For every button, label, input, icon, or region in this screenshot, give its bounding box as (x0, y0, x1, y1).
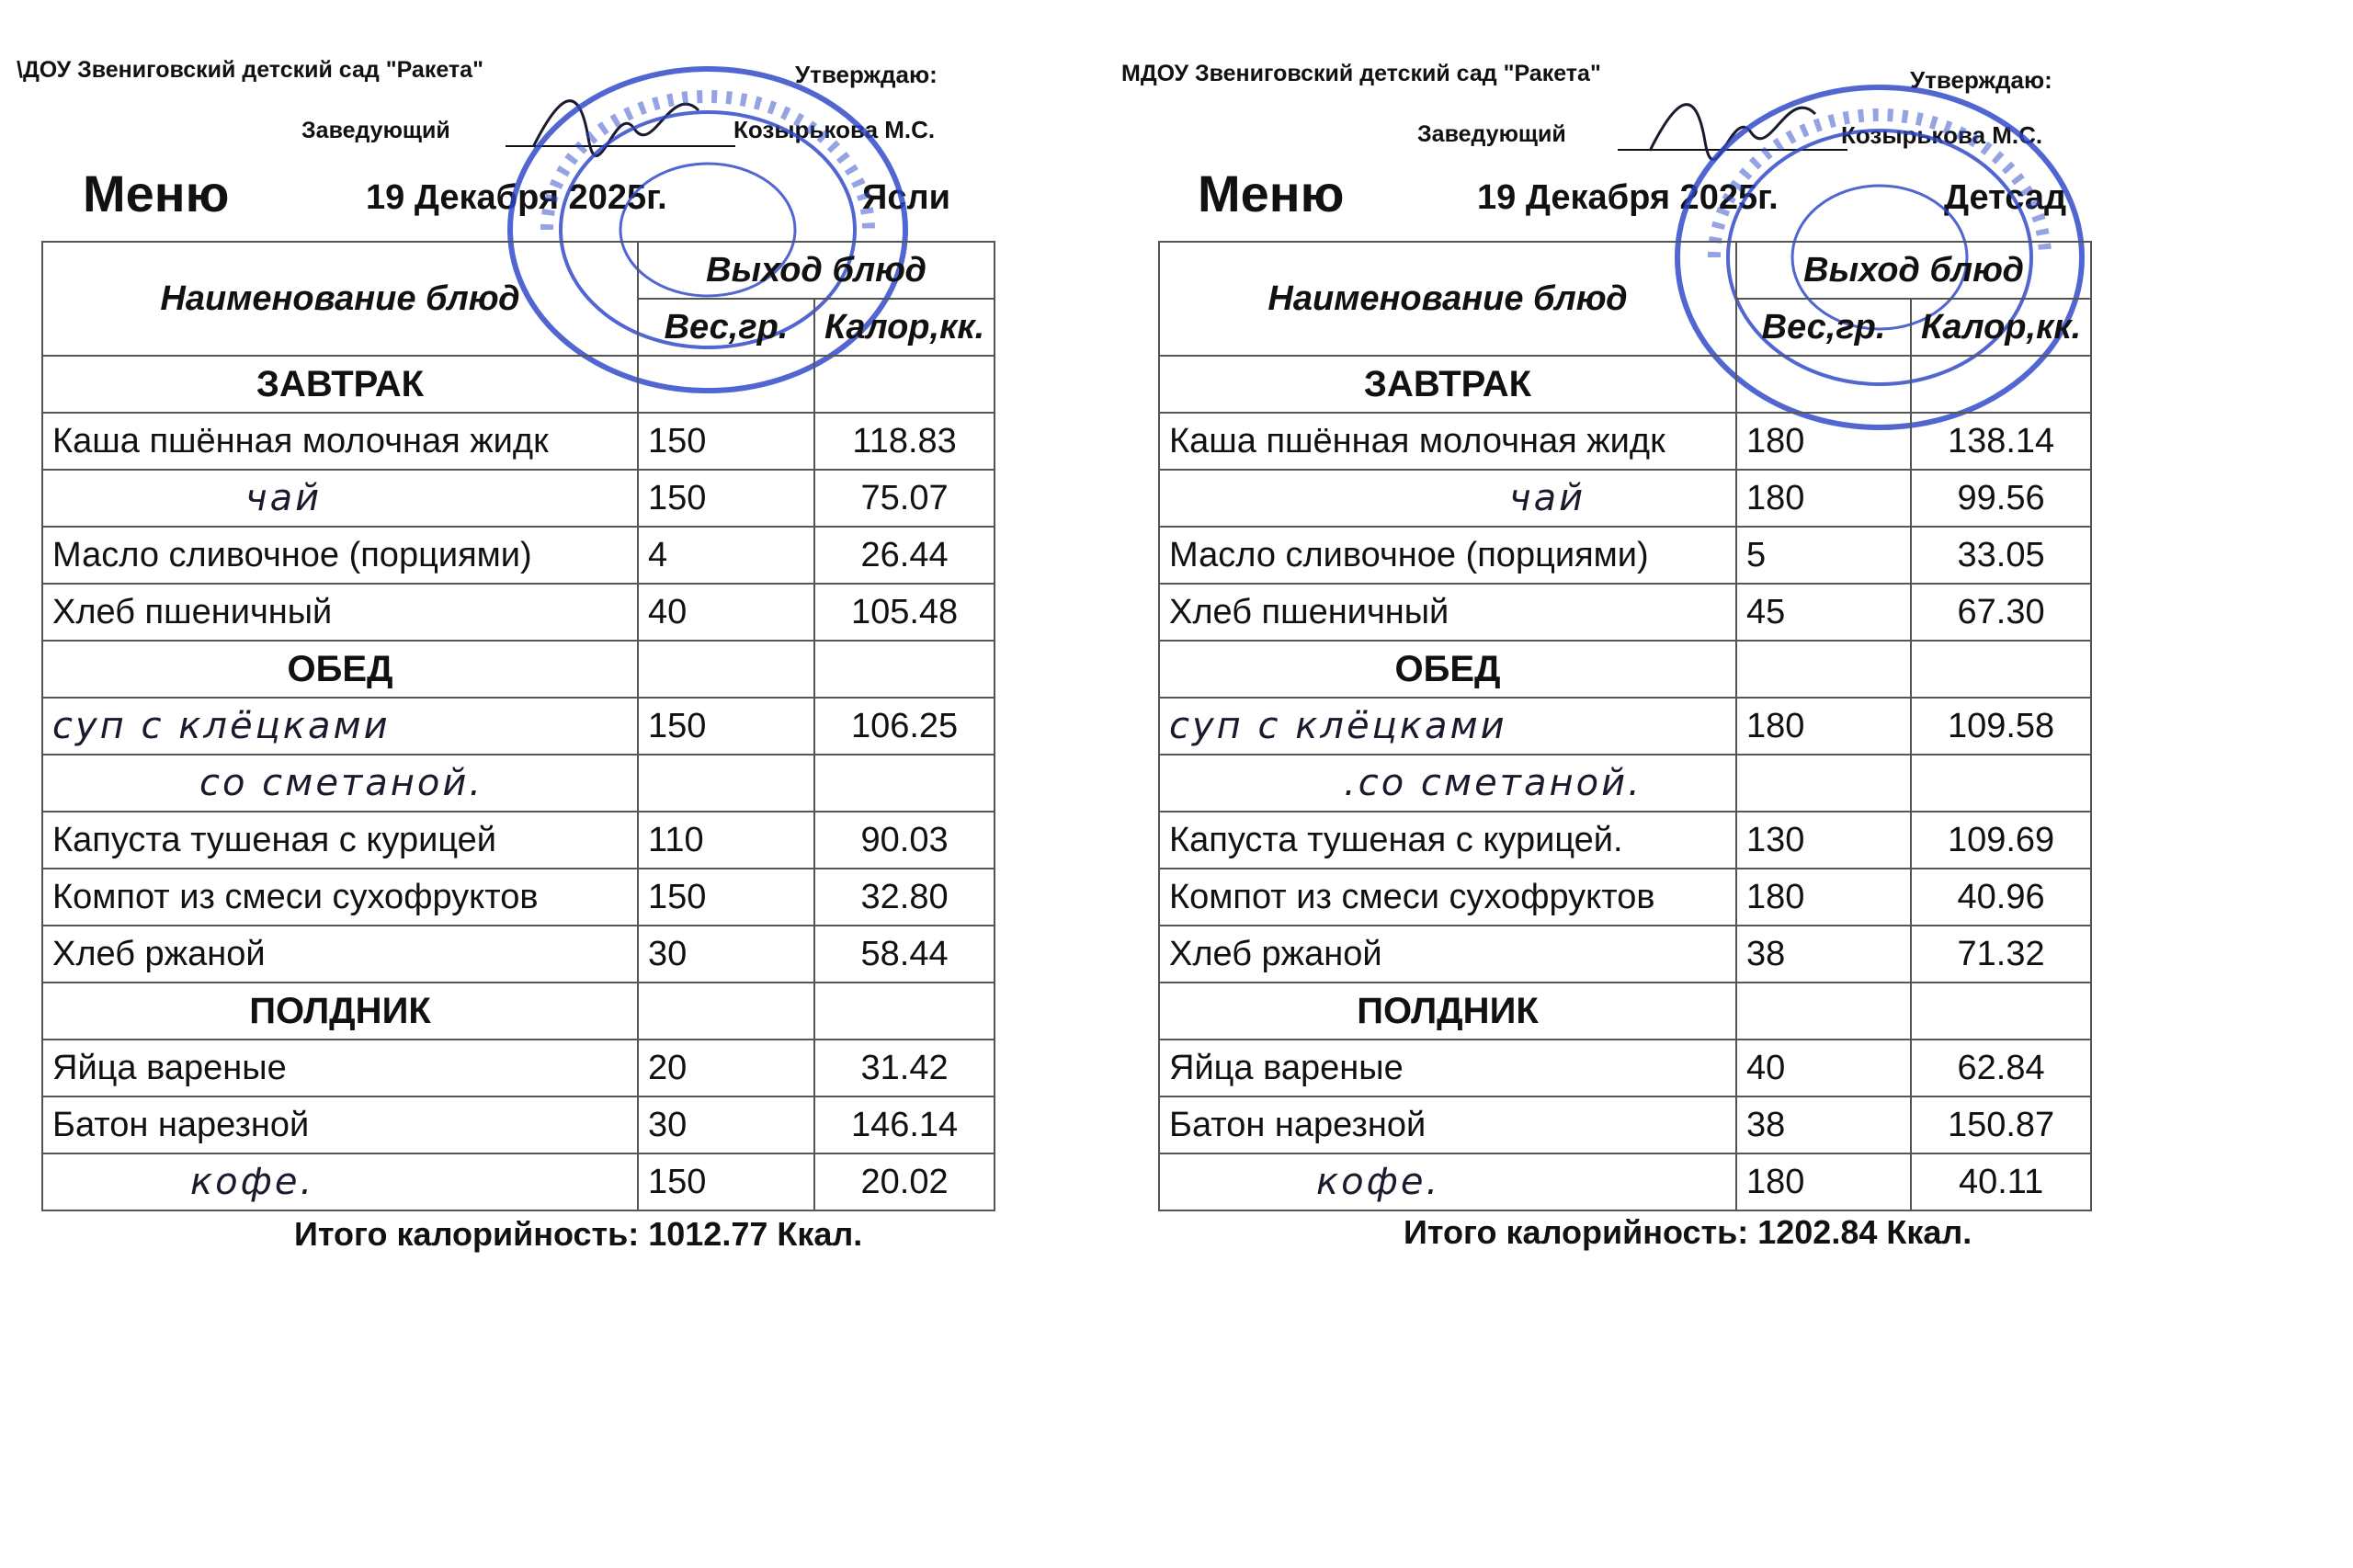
menu-card-kindergarten (1108, 0, 2119, 1287)
section-breakfast: ЗАВТРАК (42, 356, 638, 413)
dish-name: суп с клёцками (42, 698, 638, 755)
approve-label: Утверждаю: (1910, 66, 2052, 94)
section-row (42, 356, 995, 413)
section-row (42, 983, 995, 1040)
dish-kcal: 67.30 (1911, 584, 2091, 641)
header-row (1159, 242, 2091, 299)
dish-weight: 38 (1736, 926, 1911, 983)
table-row (42, 413, 995, 470)
table-row (1159, 584, 2091, 641)
dish-weight (1736, 755, 1911, 812)
dish-kcal: 40.11 (1911, 1153, 2091, 1210)
dish-name: Компот из смеси сухофруктов (42, 869, 638, 926)
dish-weight: 150 (638, 1153, 814, 1210)
menu-title: Меню (83, 165, 230, 222)
section-breakfast: ЗАВТРАК (1159, 356, 1736, 413)
table-row (1159, 755, 2091, 812)
org-name: \ДОУ Звениговский детский сад "Ракета" (17, 57, 483, 83)
dish-name: .со сметаной. (1159, 755, 1736, 812)
dish-weight: 130 (1736, 812, 1911, 869)
dish-name: Батон нарезной (1159, 1096, 1736, 1153)
dish-kcal: 26.44 (814, 527, 995, 584)
dish-kcal: 109.69 (1911, 812, 2091, 869)
total-calories: Итого калорийность: 1012.77 Ккал. (294, 1215, 863, 1253)
section-row (42, 641, 995, 698)
head-name: Козырькова М.С. (1841, 121, 2043, 149)
dish-weight: 38 (1736, 1096, 1911, 1153)
dish-name: Масло сливочное (порциями) (1159, 527, 1736, 584)
dish-name: Хлеб пшеничный (1159, 584, 1736, 641)
dish-kcal: 106.25 (814, 698, 995, 755)
header-row (42, 242, 995, 299)
menu-table (41, 241, 995, 1211)
dish-kcal: 40.96 (1911, 869, 2091, 926)
menu-title: Меню (1198, 165, 1345, 222)
dish-weight: 40 (638, 584, 814, 641)
section-row (1159, 356, 2091, 413)
dish-kcal: 33.05 (1911, 527, 2091, 584)
column-header-output: Выход блюд (638, 242, 995, 299)
dish-name: суп с клёцками (1159, 698, 1736, 755)
head-role: Заведующий (301, 118, 450, 143)
dish-kcal: 150.87 (1911, 1096, 2091, 1153)
dish-name: Хлеб ржаной (42, 926, 638, 983)
dish-weight (638, 755, 814, 812)
table-row (42, 1153, 995, 1210)
dish-weight: 150 (638, 698, 814, 755)
table-row (42, 1040, 995, 1096)
dish-name: чай (1159, 470, 1736, 527)
menu-group: Детсад (1944, 178, 2067, 217)
dish-kcal: 99.56 (1911, 470, 2091, 527)
dish-name: Яйца вареные (1159, 1040, 1736, 1096)
table-row (1159, 527, 2091, 584)
table-row (1159, 1153, 2091, 1210)
section-lunch: ОБЕД (42, 641, 638, 698)
dish-weight: 180 (1736, 1153, 1911, 1210)
dish-weight: 30 (638, 1096, 814, 1153)
dish-kcal: 20.02 (814, 1153, 995, 1210)
dish-kcal: 62.84 (1911, 1040, 2091, 1096)
table-row (42, 1096, 995, 1153)
table-row (1159, 470, 2091, 527)
org-name: МДОУ Звениговский детский сад "Ракета" (1121, 61, 1601, 86)
table-row (42, 755, 995, 812)
column-header-output: Выход блюд (1736, 242, 2091, 299)
dish-weight: 180 (1736, 413, 1911, 470)
dish-name: Компот из смеси сухофруктов (1159, 869, 1736, 926)
table-row (1159, 869, 2091, 926)
dish-weight: 180 (1736, 698, 1911, 755)
dish-kcal: 75.07 (814, 470, 995, 527)
dish-kcal (814, 755, 995, 812)
table-row (1159, 926, 2091, 983)
dish-kcal: 71.32 (1911, 926, 2091, 983)
table-row (1159, 1040, 2091, 1096)
dish-weight: 110 (638, 812, 814, 869)
dish-weight: 180 (1736, 869, 1911, 926)
total-calories: Итого калорийность: 1202.84 Ккал. (1404, 1213, 1972, 1251)
dish-kcal: 31.42 (814, 1040, 995, 1096)
approve-label: Утверждаю: (795, 61, 938, 88)
table-row (42, 812, 995, 869)
table-row (42, 698, 995, 755)
dish-weight: 30 (638, 926, 814, 983)
head-role: Заведующий (1417, 121, 1566, 147)
dish-kcal: 118.83 (814, 413, 995, 470)
column-header-weight: Вес,гр. (1736, 299, 1911, 356)
dish-name: Каша пшённая молочная жидк (1159, 413, 1736, 470)
dish-name: Батон нарезной (42, 1096, 638, 1153)
dish-weight: 180 (1736, 470, 1911, 527)
column-header-weight: Вес,гр. (638, 299, 814, 356)
dish-kcal: 58.44 (814, 926, 995, 983)
table-row (1159, 812, 2091, 869)
dish-name: Масло сливочное (порциями) (42, 527, 638, 584)
dish-weight: 150 (638, 869, 814, 926)
menu-date: 19 Декабря 2025г. (1477, 178, 1779, 217)
dish-kcal: 138.14 (1911, 413, 2091, 470)
dish-name: кофе. (1159, 1153, 1736, 1210)
dish-weight: 40 (1736, 1040, 1911, 1096)
table-row (42, 584, 995, 641)
menu-date: 19 Декабря 2025г. (366, 178, 667, 217)
dish-name: со сметаной. (42, 755, 638, 812)
dish-name: Хлеб ржаной (1159, 926, 1736, 983)
table-row (42, 869, 995, 926)
table-row (42, 470, 995, 527)
table-row (42, 926, 995, 983)
dish-weight: 45 (1736, 584, 1911, 641)
section-snack: ПОЛДНИК (1159, 983, 1736, 1040)
column-header-name: Наименование блюд (42, 242, 638, 356)
column-header-kcal: Калор,кк. (814, 299, 995, 356)
dish-name: Яйца вареные (42, 1040, 638, 1096)
dish-name: Хлеб пшеничный (42, 584, 638, 641)
dish-name: чай (42, 470, 638, 527)
dish-weight: 4 (638, 527, 814, 584)
head-name: Козырькова М.С. (733, 116, 936, 143)
dish-kcal: 32.80 (814, 869, 995, 926)
table-row (1159, 413, 2091, 470)
dish-kcal: 109.58 (1911, 698, 2091, 755)
menu-group: Ясли (862, 178, 950, 217)
dish-name: Каша пшённая молочная жидк (42, 413, 638, 470)
dish-name: Капуста тушеная с курицей. (1159, 812, 1736, 869)
section-row (1159, 983, 2091, 1040)
dish-kcal: 105.48 (814, 584, 995, 641)
column-header-name: Наименование блюд (1159, 242, 1736, 356)
dish-name: Капуста тушеная с курицей (42, 812, 638, 869)
dish-name: кофе. (42, 1153, 638, 1210)
section-lunch: ОБЕД (1159, 641, 1736, 698)
dish-kcal (1911, 755, 2091, 812)
column-header-kcal: Калор,кк. (1911, 299, 2091, 356)
dish-kcal: 146.14 (814, 1096, 995, 1153)
menu-card-nursery (0, 0, 1011, 1287)
dish-kcal: 90.03 (814, 812, 995, 869)
table-row (1159, 698, 2091, 755)
table-row (42, 527, 995, 584)
dish-weight: 5 (1736, 527, 1911, 584)
table-row (1159, 1096, 2091, 1153)
dish-weight: 150 (638, 470, 814, 527)
dish-weight: 150 (638, 413, 814, 470)
dish-weight: 20 (638, 1040, 814, 1096)
section-snack: ПОЛДНИК (42, 983, 638, 1040)
menu-table (1158, 241, 2092, 1211)
section-row (1159, 641, 2091, 698)
